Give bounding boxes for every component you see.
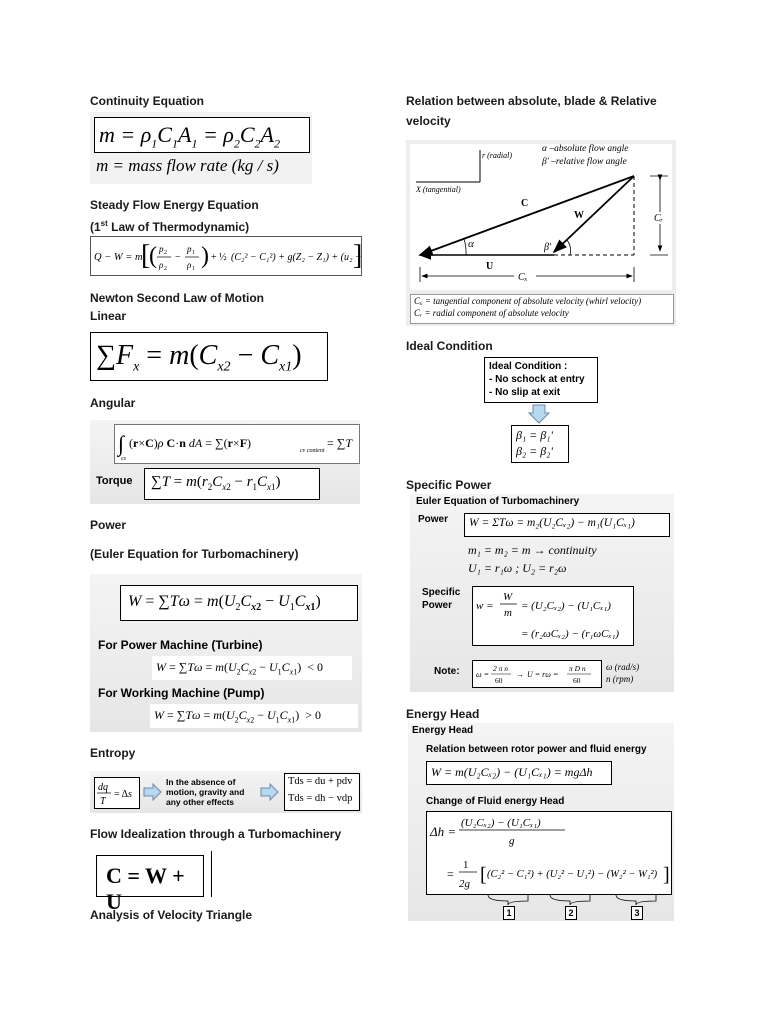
svg-text:U = rω =: U = rω = (527, 670, 559, 679)
w-vector (554, 176, 634, 252)
tds-equation-2: Tds = dh − vdp (288, 793, 353, 804)
c-label: C (521, 198, 529, 209)
svg-text:] (353, 240, 361, 271)
rotor-power-frame (426, 761, 612, 785)
svg-text:= (U₂Cₓ₂) − (U₁Cₓ₁): = (U₂Cₓ₂) − (U₁Cₓ₁) (521, 600, 611, 612)
entropy-heading: Entropy (90, 746, 136, 760)
svg-text:W: W (503, 591, 513, 603)
caption-cx: Cₓ = tangential component of absolute velocity (whirl velocity) (414, 296, 642, 306)
svg-text:cs: cs (121, 456, 126, 462)
cwu-equation-frame (96, 855, 204, 914)
euler-heading: (Euler Equation for Turbomachinery) (90, 547, 299, 561)
power-label: Power (418, 514, 449, 525)
beta-legend: β' –relative flow angle (542, 157, 627, 167)
ideal-condition-heading: Ideal Condition (406, 339, 493, 353)
relation-heading-2: velocity (406, 114, 451, 128)
ideal-condition-box (484, 357, 598, 403)
note-frame (472, 660, 602, 688)
power-heading: Power (90, 518, 127, 532)
linear-heading: Linear (90, 309, 127, 323)
power-block (90, 574, 362, 732)
divider-line (211, 851, 212, 897)
continuity-equation-frame (94, 117, 310, 153)
note-label: Note: (434, 666, 460, 677)
svg-text:dq: dq (98, 782, 108, 793)
relation-rotor-label: Relation between rotor power and fluid energy (426, 744, 647, 755)
ideal-condition-list (489, 360, 585, 399)
specific-power-heading: Specific Power (406, 478, 492, 492)
energy-panel-title: Energy Head (412, 725, 474, 736)
svg-text:−: − (175, 252, 181, 263)
specific-power-label: Specific Power (422, 587, 461, 611)
tds-equation-1: Tds = du + pdv (288, 776, 353, 787)
pump-label: For Working Machine (Pump) (98, 686, 265, 700)
specific-power-frame (472, 586, 634, 646)
omega-units: ω (rad/s) (606, 662, 640, 672)
svg-text:Q − W = m: Q − W = m (94, 252, 143, 263)
energy-head-panel (408, 723, 674, 921)
sfee-heading: Steady Flow Energy Equation (90, 198, 259, 212)
euler-power-equation: W = ΣTω = m₂(U₂Cₓ₂) − m₁(U₁Cₓ₁) (469, 517, 635, 529)
torque-equation-frame (144, 468, 320, 500)
euler-panel-title: Euler Equation of Turbomachinery (416, 496, 580, 507)
ideal-item-1: - No schock at entry (489, 374, 585, 385)
energy-head-heading: Energy Head (406, 707, 480, 721)
beta1-equation: β₁ = β₁' (516, 428, 553, 442)
svg-text:1: 1 (192, 266, 195, 272)
svg-text:60: 60 (573, 676, 581, 685)
alpha-label: α (468, 238, 474, 250)
continuity-equation: $m = \rho_1C_1A_1 = \rho_2C_2A_2$ (99, 122, 280, 151)
svg-text:p: p (159, 244, 164, 254)
torque-label: Torque (96, 475, 133, 487)
svg-text:m: m (504, 607, 512, 619)
diagram-caption-box (410, 294, 674, 324)
svg-text:+ ½: + ½ (211, 252, 227, 263)
svg-text:2: 2 (164, 250, 167, 256)
mass-flow-note: m = mass flow rate (kg / s) (96, 156, 279, 175)
entropy-block (90, 771, 362, 813)
beta-equations-box (511, 425, 569, 463)
term-3-badge: 3 (631, 906, 643, 920)
n-units: n (rpm) (606, 674, 634, 684)
svg-text:): ) (201, 243, 209, 269)
svg-text:T: T (100, 796, 106, 807)
svg-text:(r×C)ρ C·n dA = ∑(r×F): (r×C)ρ C·n dA = ∑(r×F) (129, 436, 252, 450)
term-2-badge: 2 (565, 906, 577, 920)
tangential-axis-label: X (tangential) (416, 185, 461, 194)
svg-text:(C₂² − C₁²) + g(Z₂ − Z₁) + (u₂: (C₂² − C₁²) + g(Z₂ − Z₁) + (u₂ (231, 252, 353, 263)
svg-text:[: [ (480, 864, 487, 886)
svg-text:60: 60 (495, 676, 503, 685)
velocity-triangle-heading: Analysis of Velocity Triangle (90, 908, 253, 922)
newton-equation: $\sum F_x = m(C_{x2} - C_{x1})$ (96, 340, 302, 375)
angular-momentum-equation (115, 425, 359, 463)
svg-text:π D n: π D n (569, 664, 586, 673)
svg-text:(C₂² − C₁²) + (U₂² − U₁²) − (W: (C₂² − C₁²) + (U₂² − U₁²) − (W₂² − W₁²) (487, 869, 658, 880)
u-label: U (486, 261, 494, 272)
torque-equation: $\sum T = m(r_2C_{x2} - r_1C_{x1})$ (151, 474, 281, 492)
svg-text:p: p (187, 244, 192, 254)
sfee-equation-frame (90, 236, 362, 276)
svg-text:2 π n: 2 π n (493, 664, 509, 673)
relation-heading: Relation between absolute, blade & Relative (406, 94, 657, 108)
cx-label: Cₓ (518, 272, 528, 283)
arrow-right-icon-2 (260, 783, 280, 801)
power-equation: $W = \sum T\omega = m(U_2C_{x2} - U_1C_{x1})$ (128, 593, 321, 614)
svg-text:(: ( (149, 243, 157, 269)
svg-text:(U₂Cₓ₂) − (U₁Cₓ₁): (U₂Cₓ₂) − (U₁Cₓ₁) (461, 817, 541, 829)
entropy-left-frame (94, 777, 140, 809)
turbine-eq-bg (152, 656, 352, 680)
svg-text:cv content: cv content (300, 448, 325, 454)
ideal-title: Ideal Condition : (489, 361, 568, 372)
turbine-label: For Power Machine (Turbine) (98, 638, 263, 652)
power-equation-frame (120, 585, 358, 621)
velocity-triangle-diagram (406, 140, 676, 326)
sfee-equation (91, 237, 361, 275)
svg-text:w =: w = (476, 600, 494, 612)
angular-heading: Angular (90, 396, 136, 410)
note-equation (473, 661, 601, 687)
turbine-equation: $W = \sum T\omega = m(U_2C_{x2} - U_1C_{x1}) < 0$ (156, 660, 323, 677)
entropy-right-frame (284, 773, 360, 811)
svg-text:g: g (509, 835, 515, 847)
term-1-badge: 1 (503, 906, 515, 920)
svg-text:1: 1 (463, 859, 469, 871)
continuity-equation-block (90, 112, 312, 184)
newton-equation-frame (90, 332, 328, 381)
svg-text:∫: ∫ (118, 431, 125, 456)
svg-text:=: = (447, 867, 454, 881)
svg-text:ρ: ρ (187, 260, 192, 270)
newton-heading: Newton Second Law of Motion (90, 291, 264, 305)
cr-label: Cᵣ (654, 213, 664, 224)
rotor-power-equation: W = m(U₂Cₓ₂) − (U₁Cₓ₁) = mgΔh (431, 765, 593, 779)
svg-text:]: ] (663, 864, 670, 886)
ideal-item-2: - No slip at exit (489, 387, 561, 398)
arrow-down-icon (528, 404, 550, 424)
change-fluid-label: Change of Fluid energy Head (426, 796, 565, 807)
beta2-equation: β₂ = β₂' (516, 444, 553, 458)
beta-label: β' (544, 242, 552, 253)
svg-text:→: → (516, 670, 524, 679)
svg-text:ρ: ρ (159, 260, 164, 270)
svg-text:Δh =: Δh = (430, 824, 457, 839)
pump-equation: $W = \sum T\omega = m(U_2C_{x2} - U_1C_{x1}) > 0$ (154, 708, 321, 725)
arrow-right-icon (143, 783, 163, 801)
svg-text:2g: 2g (459, 878, 470, 890)
svg-text:= ∑T: = ∑T (327, 436, 353, 450)
pump-eq-bg (150, 704, 358, 728)
svg-text:1: 1 (192, 250, 195, 256)
angular-block (90, 420, 360, 504)
continuity-relation: m₁ = m₂ = m → continuity (468, 543, 597, 557)
energy-head-equation (427, 812, 671, 894)
specific-power-eq-frame (464, 513, 670, 537)
w-label: W (574, 210, 584, 221)
sfee-subheading: (1st Law of Thermodynamic) (90, 219, 250, 234)
continuity-heading: Continuity Equation (90, 94, 204, 108)
flow-idealization-heading: Flow Idealization through a Turbomachinery (90, 827, 342, 841)
specific-power-equation (473, 587, 633, 645)
svg-text:ω =: ω = (476, 670, 490, 679)
radial-axis-label: r (radial) (482, 151, 512, 160)
angular-equation-frame (114, 424, 360, 464)
cwu-equation: C = W + U (106, 863, 185, 914)
svg-text:= Δs: = Δs (114, 789, 132, 800)
svg-text:[: [ (141, 240, 151, 271)
blade-speed-relation: U₁ = r₁ω ; U₂ = r₂ω (468, 561, 567, 575)
svg-text:= (r₂ωCₓ₂) − (r₁ωCₓ₁): = (r₂ωCₓ₂) − (r₁ωCₓ₁) (521, 628, 620, 640)
alpha-legend: α –absolute flow angle (542, 144, 629, 154)
energy-head-frame (426, 811, 672, 895)
entropy-left-equation (95, 778, 139, 808)
svg-text:2: 2 (164, 266, 167, 272)
caption-cr: Cᵣ = radial component of absolute velocity (414, 308, 569, 318)
euler-panel (410, 494, 674, 692)
entropy-condition-text: In the absence of motion, gravity and any other effects (166, 777, 245, 807)
